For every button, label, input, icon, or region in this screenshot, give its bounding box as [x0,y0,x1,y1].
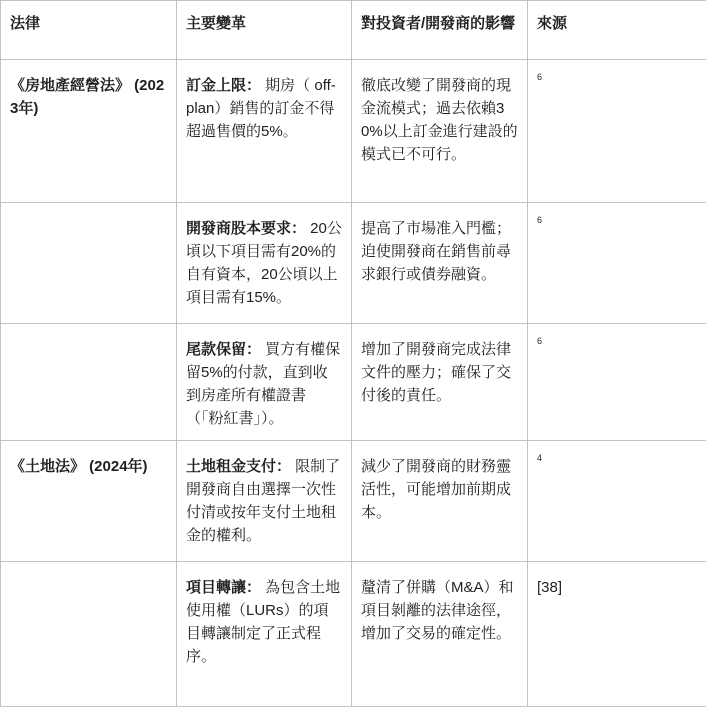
source-reference[interactable]: 6 [537,336,542,346]
impact-cell: 減少了開發商的財務靈活性，可能增加前期成本。 [352,441,528,562]
law-name: 《土地法》 (2024年) [10,458,148,475]
source-cell [528,324,706,441]
law-cell [1,441,177,562]
change-text: 限制了開發商自由選擇一次性付清或按年支付土地租金的權利。 [186,458,340,544]
change-title: 開發商股本要求： [186,220,306,237]
law-cell [1,60,177,203]
change-title: 項目轉讓： [186,579,261,596]
table-row [1,324,706,441]
impact-cell: 增加了開發商完成法律文件的壓力；確保了交付後的責任。 [352,324,528,441]
change-cell [177,60,352,203]
change-text: 為包含土地使用權（LURs）的項目轉讓制定了正式程序。 [186,579,340,665]
header-impact: 對投資者/開發商的影響 [352,1,528,60]
change-cell [177,562,352,707]
source-cell [528,60,706,203]
change-text: 期房（ off-plan）銷售的訂金不得超過售價的5%。 [186,77,336,140]
impact-cell: 徹底改變了開發商的現金流模式；過去依賴30%以上訂金進行建設的模式已不可行。 [352,60,528,203]
table-row [1,562,706,707]
change-title: 土地租金支付： [186,458,291,475]
header-source: 來源 [528,1,706,60]
header-main-change: 主要變革 [177,1,352,60]
law-cell [1,203,177,324]
law-cell [1,324,177,441]
header-row [1,1,706,60]
table-row [1,203,706,324]
source-reference[interactable]: 6 [537,215,542,225]
change-text: 20公頃以下項目需有20%的自有資本，20公頃以上項目需有15%。 [186,220,342,306]
impact-cell: 提高了市場准入門檻；迫使開發商在銷售前尋求銀行或債券融資。 [352,203,528,324]
change-cell [177,203,352,324]
source-reference[interactable]: [38] [537,579,562,596]
change-cell [177,324,352,441]
header-law: 法律 [1,1,177,60]
table-row [1,441,706,562]
law-name: 《房地產經營法》 (2023年) [10,77,164,117]
change-cell [177,441,352,562]
impact-cell: 釐清了併購（M&A）和項目剝離的法律途徑，增加了交易的確定性。 [352,562,528,707]
table-row [1,60,706,203]
source-cell [528,562,706,707]
source-cell [528,441,706,562]
change-title: 訂金上限： [186,77,261,94]
source-reference[interactable]: 4 [537,453,542,463]
source-reference[interactable]: 6 [537,72,542,82]
change-title: 尾款保留： [186,341,261,358]
change-text: 買方有權保留5%的付款，直到收到房產所有權證書（「粉紅書」）。 [186,341,340,427]
source-cell [528,203,706,324]
law-cell [1,562,177,707]
